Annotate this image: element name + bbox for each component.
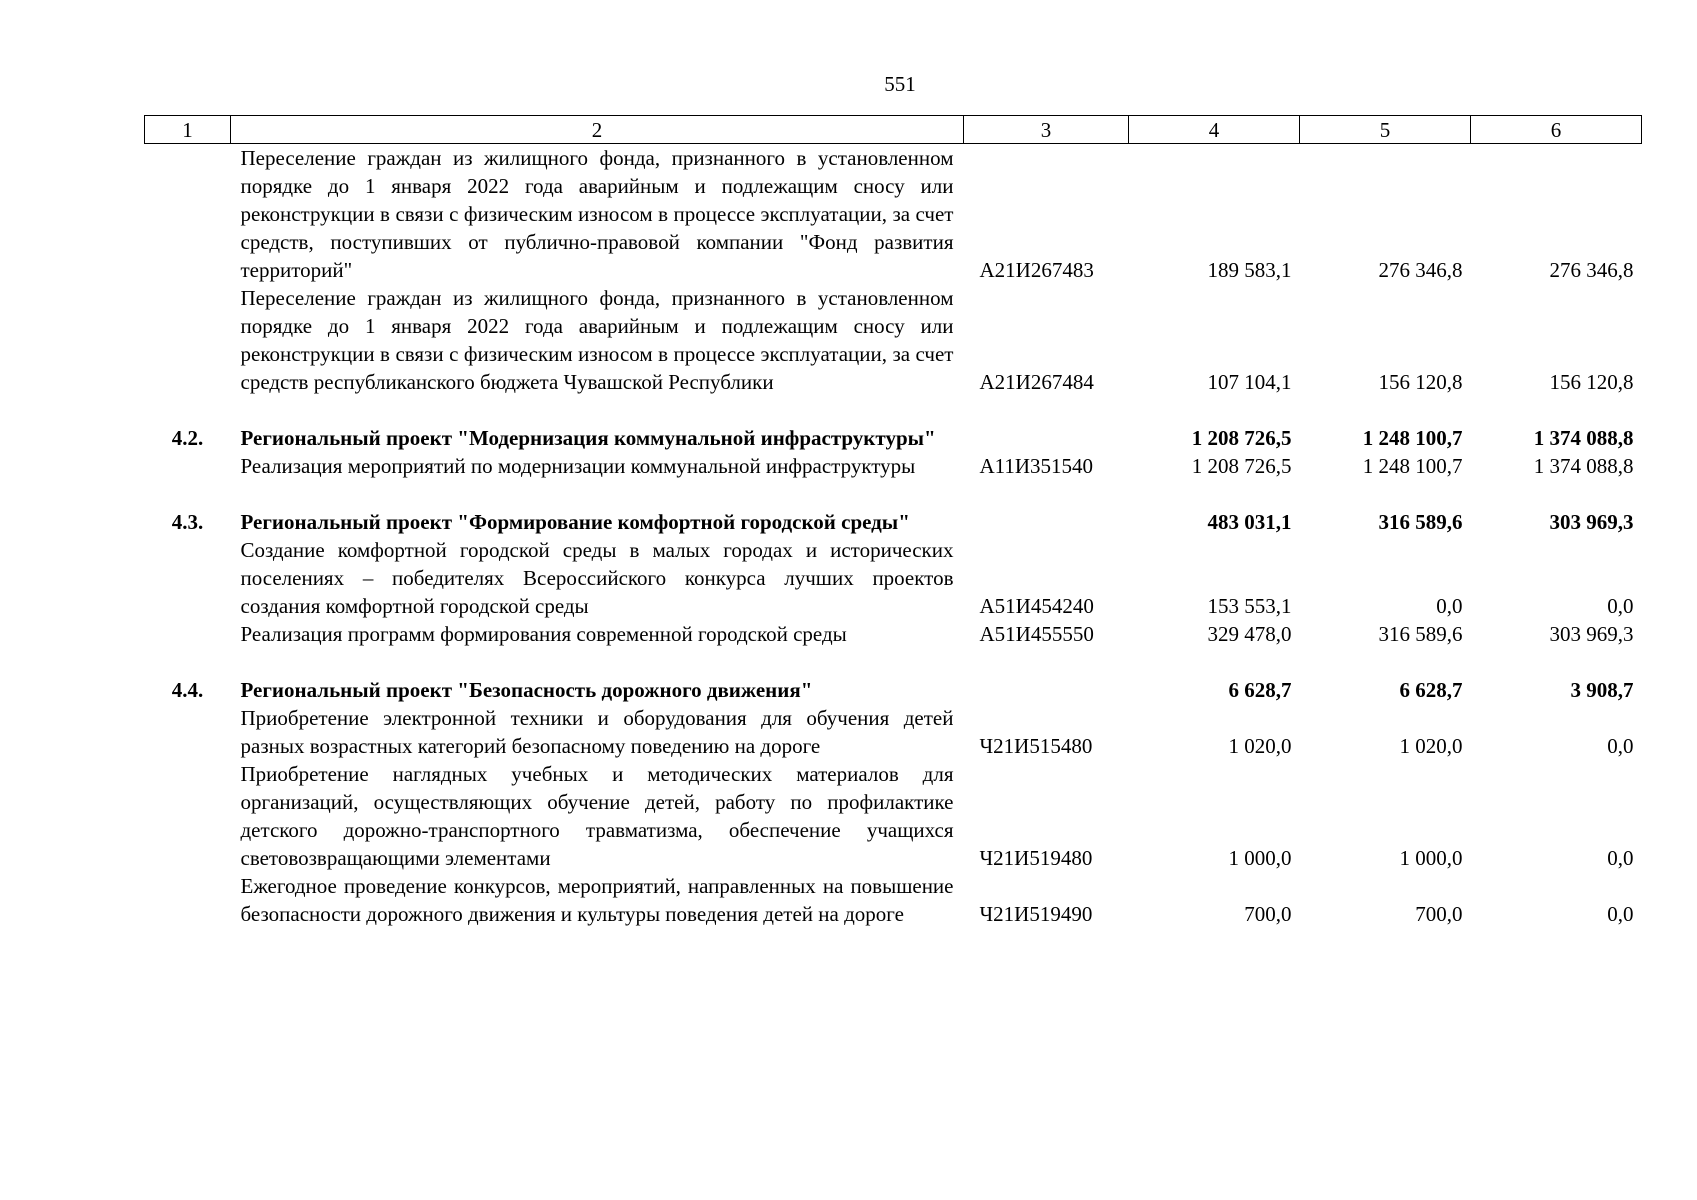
row-value-6: 3 908,7	[1570, 678, 1634, 702]
row-value-6: 276 346,8	[1549, 258, 1634, 282]
row-code: А21И267484	[979, 370, 1094, 394]
row-code: А51И454240	[979, 594, 1094, 618]
column-header: 4	[1129, 116, 1300, 144]
spacer-row	[145, 648, 1642, 676]
row-number	[145, 536, 231, 620]
row-value-6: 303 969,3	[1549, 510, 1634, 534]
row-name: Переселение граждан из жилищного фонда, признанного в установленном порядке до 1 января 2022 года аварийным и подлежащим сносу или реконструкции в связи с физическим износом в процессе эксплуатации, за счет средств, поступивших от публично-правовой компании "Фонд развития территорий"	[240, 146, 954, 282]
row-value-4: 1 000,0	[1228, 846, 1292, 870]
row-value-6: 303 969,3	[1549, 622, 1634, 646]
spacer-cell	[145, 480, 1642, 508]
table-row	[145, 704, 1642, 760]
row-value-5: 0,0	[1436, 594, 1463, 618]
row-value-6: 156 120,8	[1549, 370, 1634, 394]
column-header: 1	[145, 116, 231, 144]
row-value-5: 700,0	[1415, 902, 1463, 926]
row-value-6: 1 374 088,8	[1533, 454, 1634, 478]
spacer-cell	[145, 396, 1642, 424]
row-value-4: 1 020,0	[1228, 734, 1292, 758]
row-code: Ч21И519480	[979, 846, 1093, 870]
row-value-4: 153 553,1	[1207, 594, 1292, 618]
row-number: 4.4.	[171, 678, 204, 702]
row-name: Ежегодное проведение конкурсов, мероприятий, направленных на повышение безопасности дорожного движения и культуры поведения детей на дороге	[240, 874, 954, 926]
row-number: 4.2.	[171, 426, 204, 450]
row-code	[964, 508, 1129, 536]
column-header: 5	[1300, 116, 1471, 144]
row-code	[964, 676, 1129, 704]
row-number	[145, 144, 231, 285]
row-value-5: 316 589,6	[1378, 510, 1463, 534]
column-header: 6	[1471, 116, 1642, 144]
row-value-5: 1 000,0	[1399, 846, 1463, 870]
table-header-row	[145, 116, 1642, 144]
row-value-6: 0,0	[1607, 734, 1634, 758]
row-value-6: 0,0	[1607, 846, 1634, 870]
spacer-row	[145, 480, 1642, 508]
spacer-cell	[145, 648, 1642, 676]
row-value-4: 483 031,1	[1207, 510, 1292, 534]
row-code: А11И351540	[979, 454, 1094, 478]
row-number	[145, 704, 231, 760]
row-value-6: 0,0	[1607, 594, 1634, 618]
row-value-5: 316 589,6	[1378, 622, 1463, 646]
row-code	[964, 424, 1129, 452]
row-value-4: 189 583,1	[1207, 258, 1292, 282]
row-code: А21И267483	[979, 258, 1094, 282]
section-row	[145, 676, 1642, 704]
table-row	[145, 760, 1642, 872]
page-number: 551	[884, 72, 916, 96]
row-code: Ч21И515480	[979, 734, 1093, 758]
row-number	[145, 284, 231, 396]
row-name: Региональный проект "Безопасность дорожного движения"	[240, 678, 813, 702]
row-value-4: 700,0	[1244, 902, 1292, 926]
row-number	[145, 452, 231, 480]
spacer-row	[145, 396, 1642, 424]
row-value-5: 1 248 100,7	[1362, 454, 1463, 478]
row-name: Приобретение электронной техники и оборудования для обучения детей разных возрастных категорий безопасному поведению на дороге	[240, 706, 954, 758]
row-value-5: 156 120,8	[1378, 370, 1463, 394]
table-body	[145, 144, 1642, 929]
table-row	[145, 144, 1642, 285]
row-number: 4.3.	[171, 510, 204, 534]
row-value-4: 6 628,7	[1228, 678, 1292, 702]
table-row	[145, 536, 1642, 620]
row-value-4: 1 208 726,5	[1191, 454, 1292, 478]
row-value-4: 1 208 726,5	[1191, 426, 1292, 450]
row-name: Переселение граждан из жилищного фонда, признанного в установленном порядке до 1 января 2022 года аварийным и подлежащим сносу или реконструкции в связи с физическим износом в процессе эксплуатации, за счет средств республиканского бюджета Чувашской Республики	[240, 286, 954, 394]
row-name: Реализация программ формирования современной городской среды	[240, 622, 847, 646]
row-name: Региональный проект "Формирование комфортной городской среды"	[240, 510, 910, 534]
row-code: Ч21И519490	[979, 902, 1093, 926]
row-value-6: 0,0	[1607, 902, 1634, 926]
row-value-5: 1 248 100,7	[1362, 426, 1463, 450]
row-name: Приобретение наглядных учебных и методических материалов для организаций, осуществляющих обучение детей, работу по профилактике детского дорожно-транспортного травматизма, обеспечение учащихся световозвращающими элементами	[240, 762, 954, 870]
row-number	[145, 620, 231, 648]
table-row	[145, 284, 1642, 396]
budget-table	[144, 115, 1642, 928]
row-value-5: 1 020,0	[1399, 734, 1463, 758]
table-row	[145, 872, 1642, 928]
row-number	[145, 872, 231, 928]
row-name: Региональный проект "Модернизация коммунальной инфраструктуры"	[240, 426, 936, 450]
row-value-6: 1 374 088,8	[1533, 426, 1634, 450]
section-row	[145, 508, 1642, 536]
section-row	[145, 424, 1642, 452]
row-value-5: 6 628,7	[1399, 678, 1463, 702]
row-name: Реализация мероприятий по модернизации коммунальной инфраструктуры	[240, 454, 916, 478]
row-value-4: 329 478,0	[1207, 622, 1292, 646]
row-value-5: 276 346,8	[1378, 258, 1463, 282]
column-header: 3	[964, 116, 1129, 144]
column-header: 2	[231, 116, 964, 144]
row-value-4: 107 104,1	[1207, 370, 1292, 394]
row-code: А51И455550	[979, 622, 1094, 646]
table-row	[145, 620, 1642, 648]
table-row	[145, 452, 1642, 480]
row-name: Создание комфортной городской среды в малых городах и исторических поселениях – победителях Всероссийского конкурса лучших проектов создания комфортной городской среды	[240, 538, 954, 618]
row-number	[145, 760, 231, 872]
